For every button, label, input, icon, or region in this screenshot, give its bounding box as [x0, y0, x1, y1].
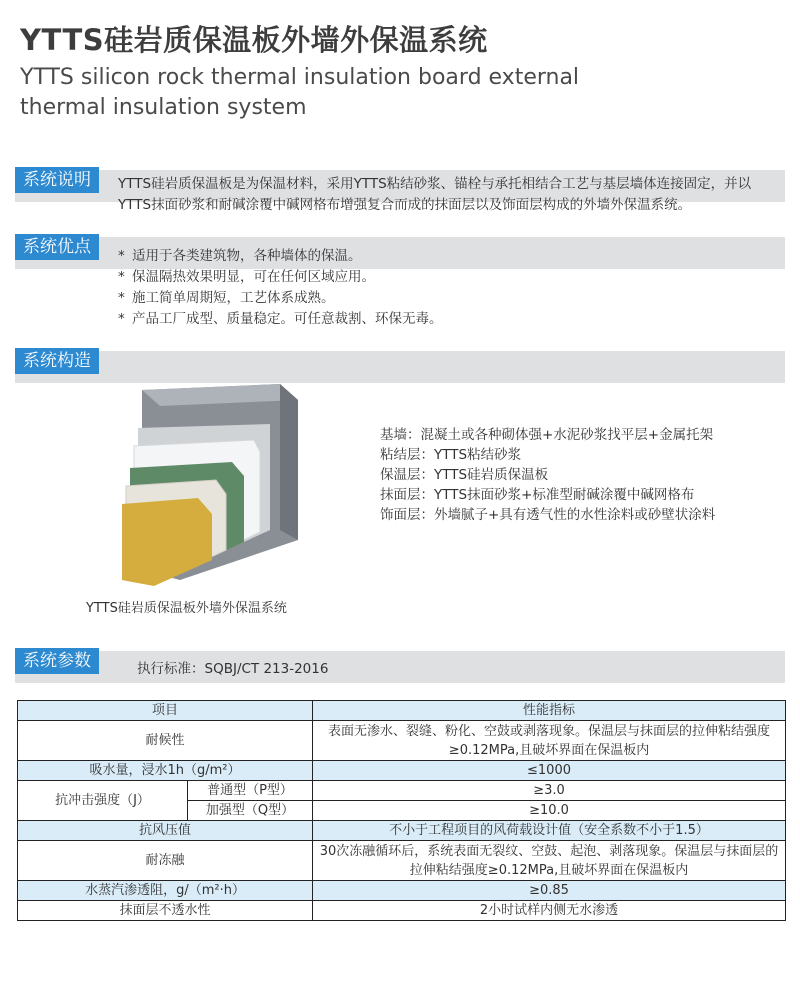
section-label-parameters: 系统参数 [15, 648, 99, 674]
description-text: YTTS硅岩质保温板是为保温材料，采用YTTS粘结砂浆、锚栓与承托相结合工艺与基层墙体连接固定，并以YTTS抹面砂浆和耐碱涂覆中碱网格布增强复合而成的抹面层以及饰面层构成的外墙外保温系统。 [118, 176, 752, 213]
page-title: YTTS硅岩质保温板外墙外保温系统 [20, 23, 488, 57]
table-cell-item: 抗风压值 [18, 821, 313, 841]
layer-item: 保温层：YTTS硅岩质保温板 [380, 467, 549, 483]
table-cell-spec: ≥0.85 [313, 881, 786, 901]
advantage-item: * 适用于各类建筑物，各种墙体的保温。 [118, 246, 758, 267]
section-label-structure: 系统构造 [15, 348, 99, 374]
table-cell-item: 水蒸汽渗透阻，g/（m²·h） [18, 881, 313, 901]
section-band-structure [15, 351, 785, 383]
table-cell-item: 耐冻融 [18, 841, 313, 881]
section-band-parameters [15, 651, 785, 683]
table-cell-spec: ≥10.0 [313, 801, 786, 821]
table-cell-item: 抹面层不透水性 [18, 901, 313, 921]
table-cell-spec: 30次冻融循环后，系统表面无裂纹、空鼓、起泡、剥落现象。保温层与抹面层的拉伸粘结强度≥0.12MPa,且破坏界面在保温板内 [313, 841, 786, 881]
table-row [18, 721, 786, 761]
table-row [18, 881, 786, 901]
table-row [18, 821, 786, 841]
standard-text: 执行标准：SQBJ/CT 213-2016 [137, 661, 329, 677]
table-header-row [18, 701, 786, 721]
table-cell-item: 吸水量，浸水1h（g/m²） [18, 761, 313, 781]
layer-item: 基墙：混凝土或各种砌体强+水泥砂浆找平层+金属托架 [380, 427, 714, 443]
layer-item: 粘结层：YTTS粘结砂浆 [380, 447, 522, 463]
table-cell-item: 抗冲击强度（J） [18, 781, 188, 821]
table-header-spec: 性能指标 [313, 701, 786, 721]
table-cell-spec: 表面无渗水、裂缝、粉化、空鼓或剥落现象。保温层与抹面层的拉伸粘结强度≥0.12MPa,且破坏界面在保温板内 [313, 721, 786, 761]
table-row [18, 901, 786, 921]
page-subtitle: YTTS silicon rock thermal insulation board external thermal insulation system [20, 65, 580, 120]
advantages-list [118, 246, 758, 330]
section-label-advantages: 系统优点 [15, 234, 99, 260]
layer-item: 饰面层：外墙腻子+具有透气性的水性涂料或砂壁状涂料 [380, 507, 716, 523]
table-row [18, 761, 786, 781]
section-label-description: 系统说明 [15, 167, 99, 193]
advantage-item: * 产品工厂成型、质量稳定。可任意裁割、环保无毒。 [118, 309, 758, 330]
table-cell-subitem: 加强型（Q型） [188, 801, 313, 821]
table-row [18, 841, 786, 881]
table-cell-spec: ≤1000 [313, 761, 786, 781]
diagram-caption: YTTS硅岩质保温板外墙外保温系统 [86, 601, 287, 616]
parameters-table [17, 700, 786, 921]
table-cell-subitem: 普通型（P型） [188, 781, 313, 801]
advantage-item: * 保温隔热效果明显，可在任何区域应用。 [118, 267, 758, 288]
wall-layers-diagram [120, 380, 310, 590]
advantage-item: * 施工简单周期短，工艺体系成熟。 [118, 288, 758, 309]
table-row [18, 781, 786, 801]
table-cell-item: 耐候性 [18, 721, 313, 761]
table-cell-spec: 不小于工程项目的风荷载设计值（安全系数不小于1.5） [313, 821, 786, 841]
table-header-item: 项目 [18, 701, 313, 721]
layer-description-list [380, 425, 715, 525]
base-wall-side [280, 384, 298, 540]
layer-item: 抹面层：YTTS抹面砂浆+标准型耐碱涂覆中碱网格布 [380, 487, 695, 503]
table-cell-spec: ≥3.0 [313, 781, 786, 801]
table-cell-spec: 2小时试样内侧无水渗透 [313, 901, 786, 921]
